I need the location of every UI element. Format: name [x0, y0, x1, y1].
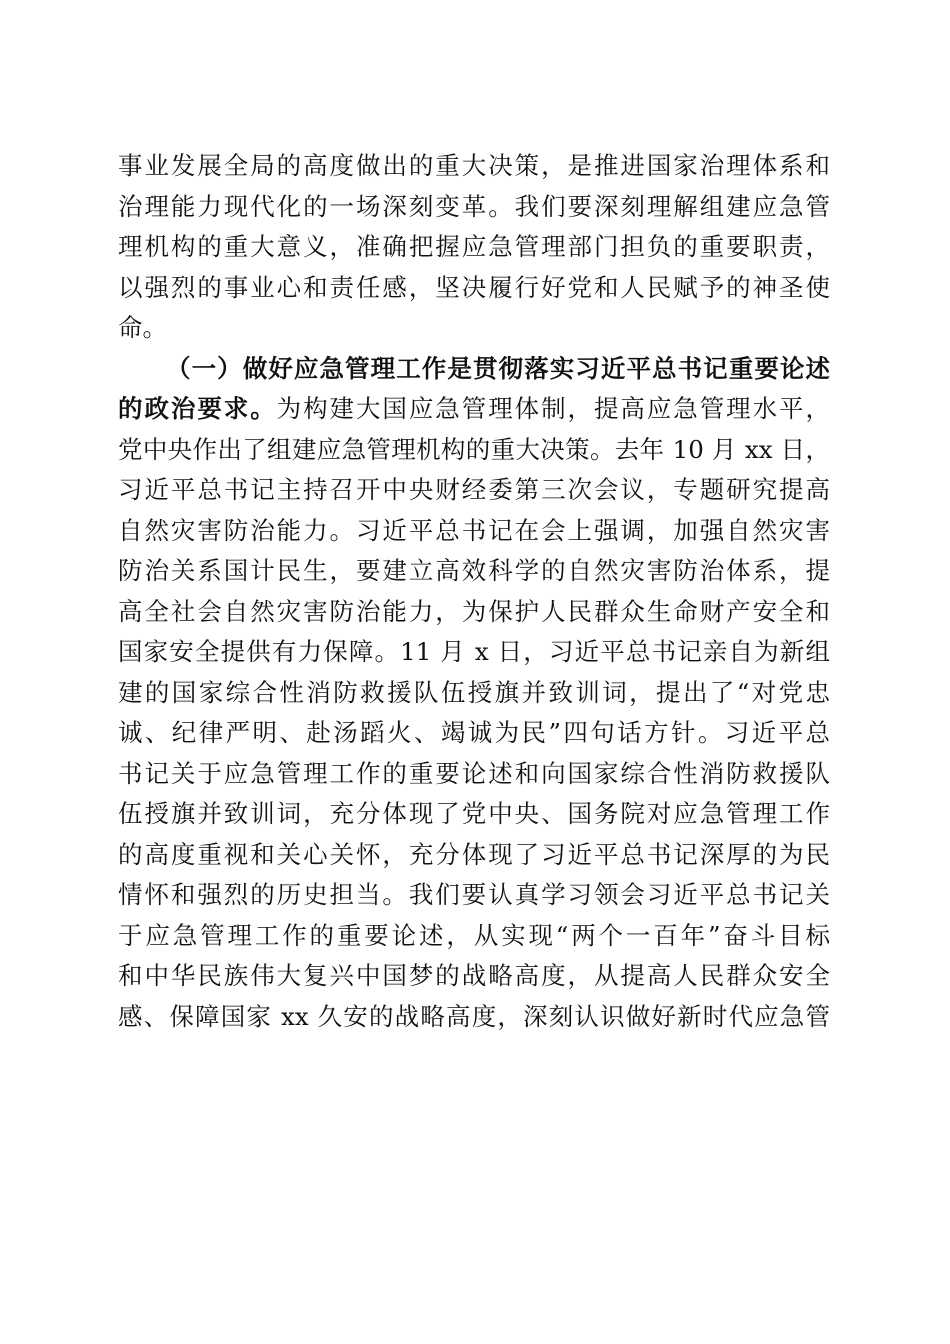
section-heading-end: 的政治要求。: [118, 394, 277, 423]
section-heading-line: （一）做好应急管理工作是贯彻落实习近平总书记重要论述: [166, 353, 830, 383]
text-line: [118, 389, 830, 430]
text-line: 建的国家综合性消防救援队伍授旗并致训词，提出了“对党忠: [118, 677, 830, 707]
paragraph-one: [118, 349, 830, 1038]
document-body: [118, 146, 830, 1037]
text-line: 的高度重视和关心关怀，充分体现了习近平总书记深厚的为民: [118, 839, 830, 869]
text-line: 习近平总书记主持召开中央财经委第三次会议，专题研究提高: [118, 475, 830, 504]
text-line: 高全社会自然灾害防治能力，为保护人民群众生命财产安全和: [118, 596, 830, 626]
text-line: 感、保障国家 xx 久安的战略高度，深刻认识做好新时代应急管: [118, 1001, 830, 1031]
text-line: 命。: [118, 313, 167, 342]
text-line: 事业发展全局的高度做出的重大决策，是推进国家治理体系和: [118, 151, 830, 180]
paragraph-intro: [118, 146, 830, 349]
text-line: 国家安全提供有力保障。11 月 x 日，习近平总书记亲自为新组: [118, 637, 830, 666]
text-line-rest: 为构建大国应急管理体制，提高应急管理水平，: [276, 394, 831, 423]
text-line: 自然灾害防治能力。习近平总书记在会上强调，加强自然灾害: [118, 515, 830, 545]
text-line: 伍授旗并致训词，充分体现了党中央、国务院对应急管理工作: [118, 799, 830, 828]
text-line: 情怀和强烈的历史担当。我们要认真学习领会习近平总书记关: [118, 880, 830, 909]
text-line: 党中央作出了组建应急管理机构的重大决策。去年 10 月 xx 日，: [118, 434, 830, 464]
text-line: 防治关系国计民生，要建立高效科学的自然灾害防治体系，提: [118, 556, 830, 585]
text-line: 以强烈的事业心和责任感，坚决履行好党和人民赋予的神圣使: [118, 272, 830, 302]
text-line: 书记关于应急管理工作的重要论述和向国家综合性消防救援队: [118, 758, 830, 788]
text-line: 理机构的重大意义，准确把握应急管理部门担负的重要职责，: [118, 232, 830, 261]
text-line: 和中华民族伟大复兴中国梦的战略高度，从提高人民群众安全: [118, 961, 830, 990]
text-line: 诚、纪律严明、赴汤蹈火、竭诚为民”四句话方针。习近平总: [118, 718, 830, 747]
text-line: 治理能力现代化的一场深刻变革。我们要深刻理解组建应急管: [118, 191, 830, 221]
text-line: 于应急管理工作的重要论述，从实现“两个一百年”奋斗目标: [118, 920, 830, 950]
